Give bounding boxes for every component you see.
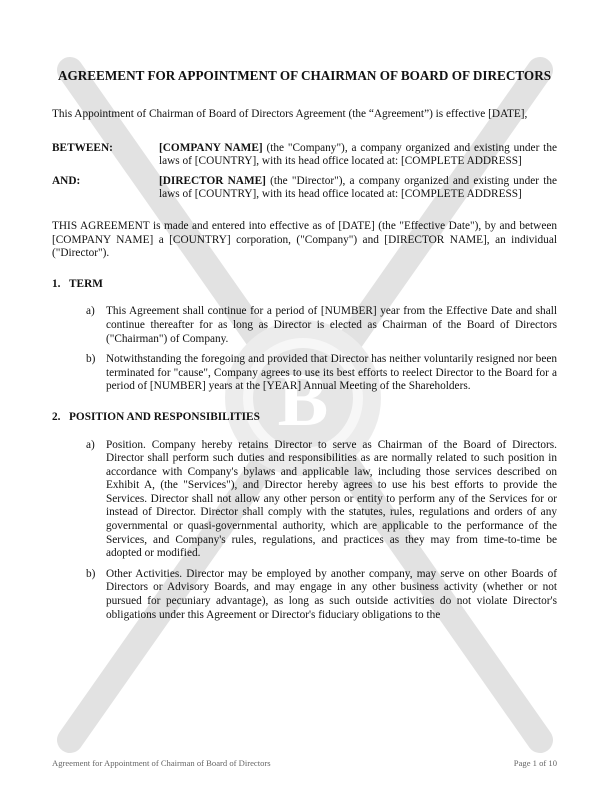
agreement-paragraph: THIS AGREEMENT is made and entered into effective as of [DATE] (the "Effective Date"), by and between [COMPANY NAME] a [COUNTRY] corporation, ("Company") and [DIRECTOR NAME], an individual ("Director"). bbox=[52, 219, 557, 260]
list-item-letter: a) bbox=[86, 305, 95, 318]
party-text bbox=[159, 142, 557, 169]
party-text bbox=[159, 175, 557, 202]
document-body bbox=[52, 68, 557, 629]
section-term-items bbox=[52, 305, 557, 394]
watermark-letter: B bbox=[277, 358, 329, 442]
list-item bbox=[86, 353, 557, 394]
section-heading-term bbox=[52, 278, 557, 292]
list-item-letter: b) bbox=[86, 353, 96, 366]
party-and bbox=[52, 175, 557, 202]
party-label: BETWEEN: bbox=[52, 141, 113, 154]
section-number: 2. bbox=[52, 410, 61, 423]
list-item bbox=[86, 439, 557, 561]
list-item bbox=[86, 305, 557, 346]
section-title: TERM bbox=[69, 277, 103, 290]
section-number: 1. bbox=[52, 277, 61, 290]
intro-paragraph: This Appointment of Chairman of Board of Directors Agreement (the “Agreement”) is effective [DATE], bbox=[52, 108, 528, 120]
section-position-items bbox=[52, 439, 557, 623]
list-item-text: Other Activities. Director may be employed by another company, may serve on other Boards of Directors or Advisory Boards, and may engage in any other business activity (whether or not pursued for pecuniary advantage), as long as such outside activities do not violate Director's obligations under this Agreement or Director's fiduciary obligations to the bbox=[106, 567, 557, 621]
party-label: AND: bbox=[52, 174, 81, 187]
section-heading-position bbox=[52, 411, 557, 425]
document-title: AGREEMENT FOR APPOINTMENT OF CHAIRMAN OF BOARD OF DIRECTORS bbox=[57, 68, 552, 83]
list-item-letter: a) bbox=[86, 438, 95, 451]
list-item-text: Position. Company hereby retains Director to serve as Chairman of the Board of Directors. Director shall perform such duties and responsibilities as are normally related to such position in accordance with Company's bylaws and applicable law, including those services described on Exhibit A, (the "Services"), and Director hereby agrees to use his best efforts to provide the Services. Director shall not allow any other person or entity to perform any of the Services for or instead of Director. Director shall comply with the statutes, rules, regulations and orders of any governmental or quasi-governmental authority, which are applicable to the performance of the Services, and Company's rules, regulations, and practices as they may from time-to-time be adopted or modified. bbox=[106, 438, 557, 560]
list-item-text: This Agreement shall continue for a period of [NUMBER] year from the Effective Date and shall continue thereafter for as long as Director is elected as Chairman of the Board of Directors ("Chairman") of Company. bbox=[106, 305, 557, 345]
party-description: (the "Director"), a company organized and existing under the laws of [COUNTRY], with its head office located at: [COMPLETE ADDRESS] bbox=[159, 174, 557, 201]
footer-title: Agreement for Appointment of Chairman of Board of Directors bbox=[52, 758, 271, 768]
list-item-letter: b) bbox=[86, 567, 96, 580]
list-item bbox=[86, 568, 557, 622]
party-description: (the "Company"), a company organized and existing under the laws of [COUNTRY], with its head office located at: [COMPLETE ADDRESS] bbox=[159, 141, 557, 168]
section-title: POSITION AND RESPONSIBILITIES bbox=[69, 410, 260, 423]
page-number: Page 1 of 10 bbox=[513, 758, 557, 768]
list-item-text: Notwithstanding the foregoing and provided that Director has neither voluntarily resigned nor been terminated for "cause", Company agrees to use its best efforts to reelect Director to the Board for a period of [NUMBER] years at the [YEAR] Annual Meeting of the Shareholders. bbox=[106, 353, 557, 393]
party-name: [COMPANY NAME] bbox=[159, 141, 263, 154]
party-name: [DIRECTOR NAME] bbox=[159, 174, 266, 187]
page-footer bbox=[52, 758, 557, 768]
party-between bbox=[52, 142, 557, 169]
